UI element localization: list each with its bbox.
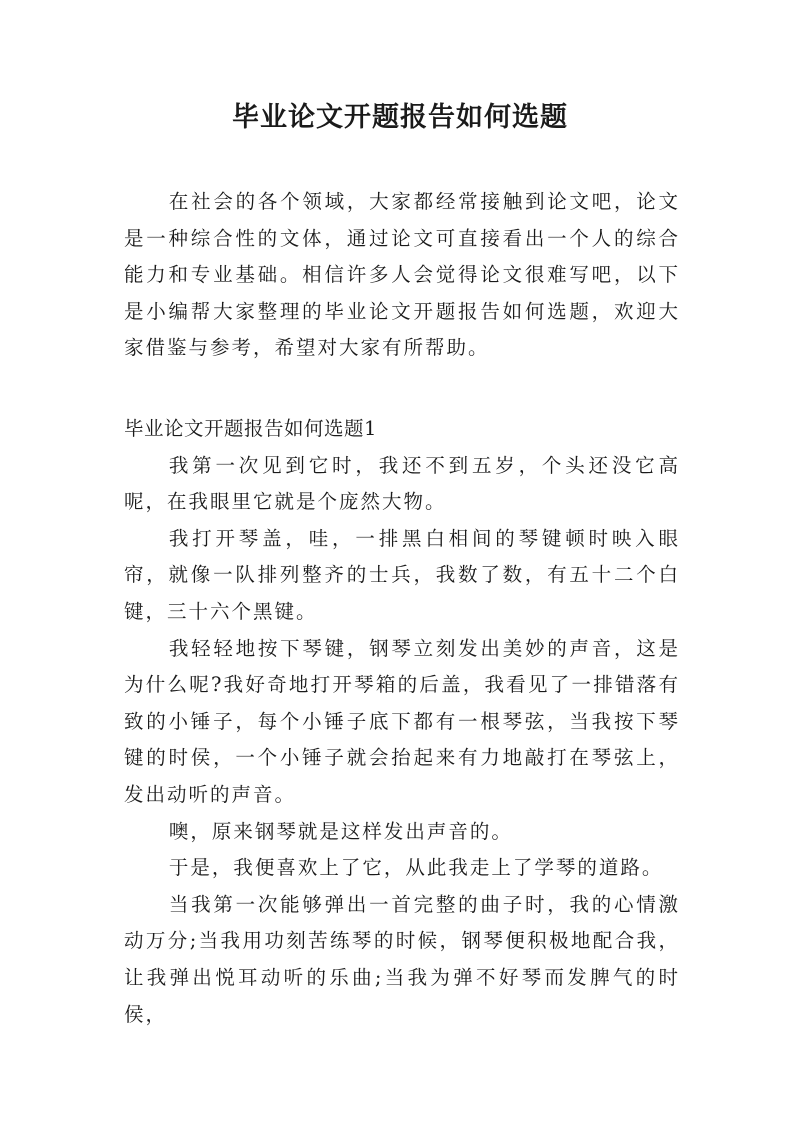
paragraph: 我第一次见到它时，我还不到五岁，个头还没它高呢，在我眼里它就是个庞然大物。: [124, 453, 680, 514]
intro-paragraph: 在社会的各个领域，大家都经常接触到论文吧，论文是一种综合性的文体，通过论文可直接看出一个人的综合能力和专业基础。相信许多人会觉得论文很难写吧，以下是小编帮大家整理的毕业论文开题报告如何选题，欢迎大家借鉴与参考，希望对大家有所帮助。: [124, 190, 680, 360]
paragraph: 噢，原来钢琴就是这样发出声音的。: [168, 819, 513, 843]
paragraph: 当我第一次能够弹出一首完整的曲子时，我的心情激动万分;当我用功刻苦练琴的时候，钢琴便积极地配合我，让我弹出悦耳动听的乐曲;当我为弹不好琴而发脾气的时侯，: [124, 892, 680, 1026]
paragraph: 我轻轻地按下琴键，钢琴立刻发出美妙的声音，这是为什么呢?我好奇地打开琴箱的后盖，我看见了一排错落有致的小锤子，每个小锤子底下都有一根琴弦，当我按下琴键的时侯，一个小锤子就会抬起来有力地敲打在琴弦上，发出动听的声音。: [124, 636, 680, 806]
paragraph: 于是，我便喜欢上了它，从此我走上了学琴的道路。: [168, 856, 664, 880]
document-title: 毕业论文开题报告如何选题: [232, 102, 568, 133]
section-heading: 毕业论文开题报告如何选题1: [124, 417, 377, 440]
intro-block: [124, 184, 680, 367]
paragraph: 我打开琴盖，哇，一排黑白相间的琴键顿时映入眼帘，就像一队排列整齐的士兵，我数了数，有五十二个白键，三十六个黑键。: [124, 526, 680, 623]
section-1: [124, 411, 680, 1033]
